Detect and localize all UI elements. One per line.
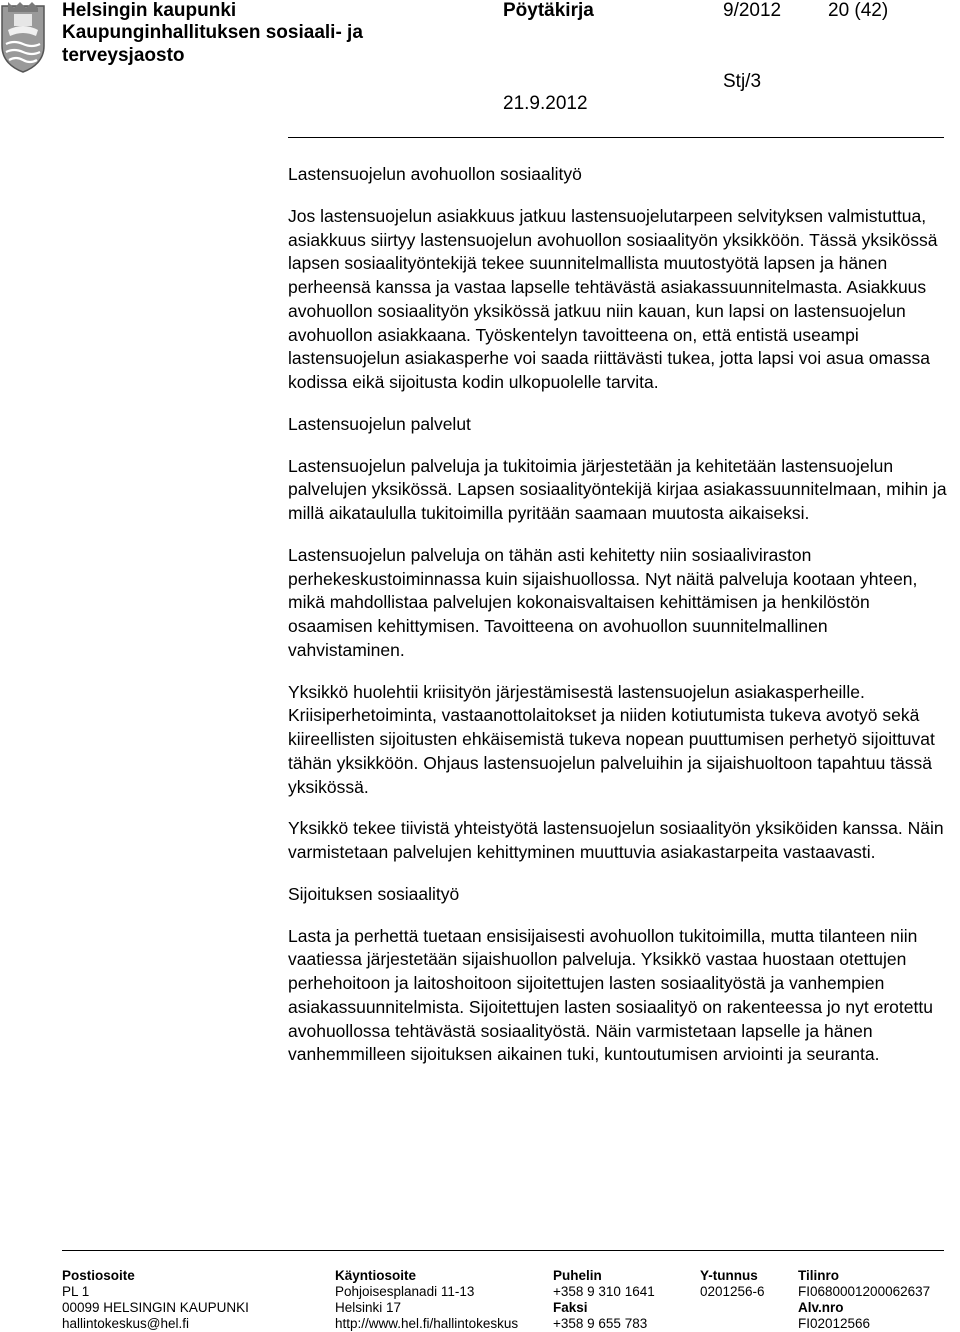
- phone-label: Puhelin: [553, 1268, 602, 1283]
- account-label: Tilinro: [798, 1268, 840, 1283]
- meeting-date: 21.9.2012: [503, 93, 588, 114]
- vat-number: FI02012566: [798, 1316, 871, 1331]
- committee-name: Kaupunginhallituksen sosiaali- ja: [62, 22, 363, 43]
- postal-box: PL 1: [62, 1284, 90, 1299]
- document-number: 9/2012: [723, 0, 782, 21]
- account-number: FI0680001200062637: [798, 1284, 931, 1299]
- vat-label: Alv.nro: [798, 1300, 844, 1315]
- fax-number: +358 9 655 783: [553, 1316, 648, 1331]
- section-code: Stj/3: [723, 71, 762, 92]
- ytunnus-value: 0201256-6: [700, 1284, 765, 1299]
- paragraph: Lasta ja perhettä tuetaan ensisijaisesti avohuollon tukitoimilla, mutta tilanteen niin vaatiessa järjestetään sijaishuollon palveluja. Yksikkö vastaa huostaan otettujen perhehoitoon ja laitoshoitoon sijoitettujen lasten sosiaalityöstä ja vanhempien asiakassuunnitelmista. Sijoitettujen lasten sosiaalityö on rakenteessa jo nyt erotettu avohuollossa tehtävästä sosiaalityöstä. Näin varmistetaan lapselle ja hänen vanhemmilleen sijoituksen aikainen tuki, kuntoutumisen arviointi ja seuranta.: [288, 925, 933, 1065]
- footer-account: [798, 1268, 930, 1332]
- fax-label: Faksi: [553, 1300, 588, 1315]
- document-body: [288, 163, 948, 1085]
- website-link[interactable]: http://www.hel.fi/hallintokeskus: [335, 1316, 519, 1331]
- paragraph: Lastensuojelun palveluja on tähän asti kehitetty niin sosiaaliviraston perhekeskustoiminnassa kuin sijaishuollossa. Nyt näitä palveluja kootaan yhteen, mikä mahdollistaa palvelujen kokonaisvaltaisen kehittämisen ja henkilöstön osaamisen kehittymisen. Tavoitteena on avohuollon suunnitelmallinen vahvistaminen.: [288, 544, 918, 660]
- helsinki-crest-icon: [0, 0, 46, 74]
- section-heading: Lastensuojelun palvelut: [288, 413, 471, 434]
- postal-code: 00099 HELSINGIN KAUPUNKI: [62, 1300, 249, 1315]
- street-address: Pohjoisesplanadi 11-13: [335, 1284, 475, 1299]
- page-number: 20 (42): [828, 0, 889, 21]
- footer-postal-address: [62, 1268, 249, 1332]
- committee-name-cont: terveysjaosto: [62, 45, 185, 66]
- paragraph: Yksikkö tekee tiivistä yhteistyötä lastensuojelun sosiaalityön yksiköiden kanssa. Näin varmistetaan palvelujen kehittyminen muuttuvia asiakastarpeita vastaavasti.: [288, 818, 944, 862]
- paragraph: Jos lastensuojelun asiakkuus jatkuu lastensuojelutarpeen selvityksen valmistuttua, asiakkuus siirtyy lastensuojelun avohuollon sosiaalityön yksikköön. Tässä yksikössä lapsen sosiaalityöntekijä tekee suunnitelmallista muutostyötä lapsen ja hänen perheensä kanssa ja vastaa lapselle tehtävästä asiakassuunnitelmasta. Asiakkuus avohuollon sosiaalityön yksikössä jatkuu niin kauan, kun lapsi on lastensuojelun avohuollon asiakkaana. Työskentelyn tavoitteena on, että entistä useampi lastensuojelun asiakasperhe voi saada riittävästi tukea, jotta lapsi voi asua omassa kodissa eikä sijoitusta kodin ulkopuolelle tarvita.: [288, 205, 938, 392]
- email-link[interactable]: hallintokeskus@hel.fi: [62, 1316, 190, 1331]
- document-type: Pöytäkirja: [503, 0, 594, 21]
- section-heading: Sijoituksen sosiaalityö: [288, 883, 460, 904]
- ytunnus-label: Y-tunnus: [700, 1268, 758, 1283]
- footer-visiting-address: [335, 1268, 518, 1332]
- section-heading: Lastensuojelun avohuollon sosiaalityö: [288, 164, 582, 184]
- visit-label: Käyntiosoite: [335, 1268, 417, 1283]
- paragraph: Lastensuojelun palveluja ja tukitoimia järjestetään ja kehitetään lastensuojelun palvelujen yksikössä. Lapsen sosiaalityöntekijä kirjaa asiakassuunnitelmaan, mihin ja millä aikataululla tukitoimilla pyritään saamaan muutosta aikaiseksi.: [288, 455, 947, 523]
- postal-label: Postiosoite: [62, 1268, 135, 1283]
- paragraph: Yksikkö huolehtii kriisityön järjestämisestä lastensuojelun asiakasperheille. Kriisiperhetoiminta, vastaanottolaitokset ja niiden kotiutumista tukeva avotyö sekä kiireellisten sijoitusten ehkäisemistä tukeva nopean puuttumisen perhetyö sijoittuvat tähän yksikköön. Ohjaus lastensuojelun palveluihin ja sijaishuoltoon tapahtuu tässä yksikössä.: [288, 681, 935, 797]
- organization-name: Helsingin kaupunki: [62, 0, 237, 21]
- footer-divider: [62, 1250, 944, 1251]
- footer-business-id: [700, 1268, 765, 1300]
- footer-phone-fax: [553, 1268, 655, 1332]
- phone-number: +358 9 310 1641: [553, 1284, 655, 1299]
- city: Helsinki 17: [335, 1300, 402, 1315]
- header-divider: [288, 137, 944, 138]
